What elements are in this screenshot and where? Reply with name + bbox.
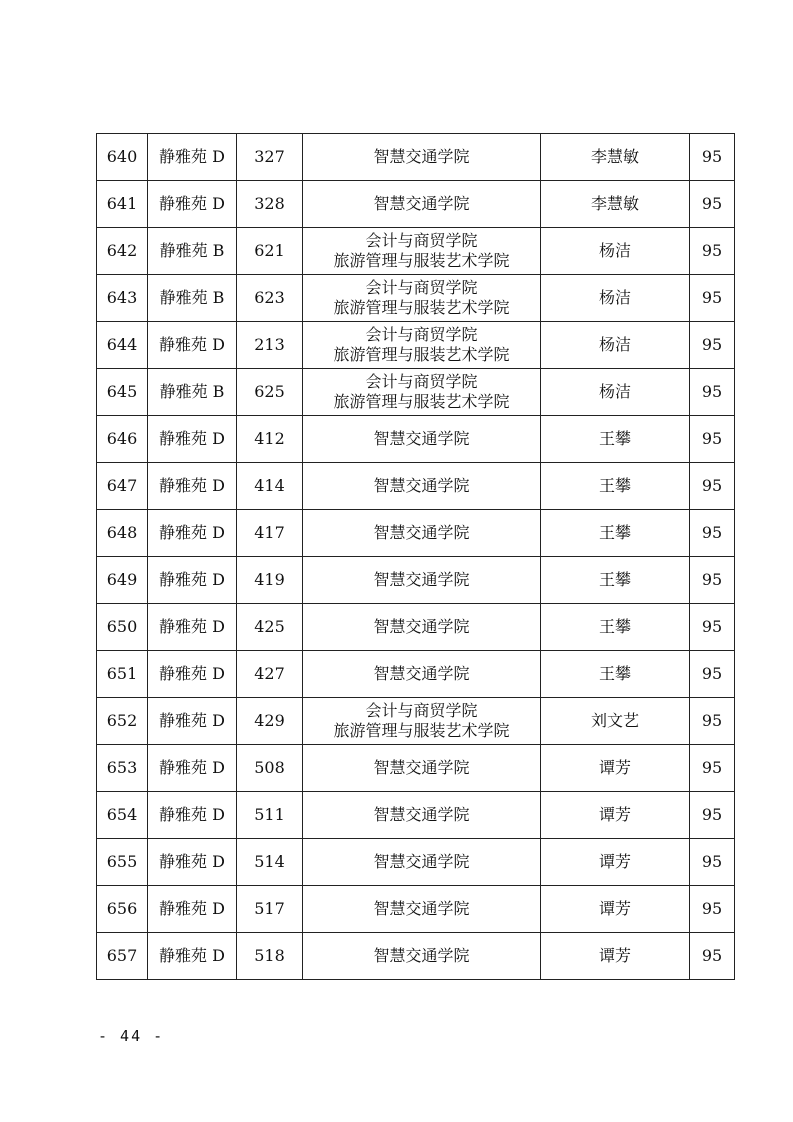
room-cell: 213	[237, 322, 303, 369]
building-cell: 静雅苑 D	[148, 557, 237, 604]
college-line: 会计与商贸学院	[365, 231, 478, 250]
person-cell: 谭芳	[541, 886, 690, 933]
college-line: 智慧交通学院	[373, 758, 470, 777]
college-cell	[303, 369, 541, 416]
row-number-cell: 655	[97, 839, 148, 886]
room-cell: 518	[237, 933, 303, 980]
college-line: 智慧交通学院	[373, 429, 470, 448]
row-number-cell: 654	[97, 792, 148, 839]
score-cell: 95	[690, 275, 735, 322]
score-cell: 95	[690, 839, 735, 886]
college-line: 旅游管理与服装艺术学院	[333, 392, 510, 411]
college-line: 会计与商贸学院	[365, 701, 478, 720]
room-cell: 517	[237, 886, 303, 933]
college-line: 智慧交通学院	[373, 852, 470, 871]
room-cell: 419	[237, 557, 303, 604]
score-cell: 95	[690, 886, 735, 933]
college-line: 智慧交通学院	[373, 617, 470, 636]
college-line: 智慧交通学院	[373, 899, 470, 918]
row-number-cell: 646	[97, 416, 148, 463]
score-cell: 95	[690, 792, 735, 839]
college-line: 旅游管理与服装艺术学院	[333, 721, 510, 740]
score-cell: 95	[690, 322, 735, 369]
table-row	[97, 604, 735, 651]
score-cell: 95	[690, 745, 735, 792]
college-cell	[303, 839, 541, 886]
room-cell: 427	[237, 651, 303, 698]
college-line: 旅游管理与服装艺术学院	[333, 345, 510, 364]
building-cell: 静雅苑 B	[148, 275, 237, 322]
row-number-cell: 653	[97, 745, 148, 792]
person-cell: 谭芳	[541, 745, 690, 792]
room-cell: 328	[237, 181, 303, 228]
college-line: 智慧交通学院	[373, 570, 470, 589]
college-line: 旅游管理与服装艺术学院	[333, 298, 510, 317]
row-number-cell: 647	[97, 463, 148, 510]
table-row	[97, 322, 735, 369]
room-cell: 327	[237, 134, 303, 181]
college-cell	[303, 181, 541, 228]
college-cell	[303, 651, 541, 698]
table-row	[97, 557, 735, 604]
table-row	[97, 886, 735, 933]
building-cell: 静雅苑 D	[148, 698, 237, 745]
college-line: 智慧交通学院	[373, 476, 470, 495]
person-cell: 杨洁	[541, 275, 690, 322]
college-cell	[303, 745, 541, 792]
score-cell: 95	[690, 369, 735, 416]
college-line: 智慧交通学院	[373, 523, 470, 542]
score-cell: 95	[690, 933, 735, 980]
person-cell: 谭芳	[541, 792, 690, 839]
college-line: 智慧交通学院	[373, 194, 470, 213]
college-line: 会计与商贸学院	[365, 278, 478, 297]
building-cell: 静雅苑 B	[148, 228, 237, 275]
building-cell: 静雅苑 D	[148, 745, 237, 792]
table-row	[97, 416, 735, 463]
room-cell: 417	[237, 510, 303, 557]
table-row	[97, 651, 735, 698]
person-cell: 刘文艺	[541, 698, 690, 745]
room-cell: 623	[237, 275, 303, 322]
score-cell: 95	[690, 181, 735, 228]
room-cell: 625	[237, 369, 303, 416]
building-cell: 静雅苑 D	[148, 510, 237, 557]
person-cell: 王攀	[541, 651, 690, 698]
table-row	[97, 228, 735, 275]
page-number: - 44 -	[98, 1027, 165, 1045]
room-cell: 425	[237, 604, 303, 651]
row-number-cell: 650	[97, 604, 148, 651]
building-cell: 静雅苑 D	[148, 134, 237, 181]
score-cell: 95	[690, 557, 735, 604]
person-cell: 王攀	[541, 416, 690, 463]
college-cell	[303, 322, 541, 369]
college-cell	[303, 228, 541, 275]
row-number-cell: 657	[97, 933, 148, 980]
score-cell: 95	[690, 134, 735, 181]
college-line: 智慧交通学院	[373, 805, 470, 824]
table-row	[97, 275, 735, 322]
row-number-cell: 649	[97, 557, 148, 604]
room-cell: 412	[237, 416, 303, 463]
person-cell: 王攀	[541, 510, 690, 557]
row-number-cell: 642	[97, 228, 148, 275]
score-cell: 95	[690, 228, 735, 275]
score-cell: 95	[690, 463, 735, 510]
row-number-cell: 643	[97, 275, 148, 322]
building-cell: 静雅苑 D	[148, 933, 237, 980]
college-line: 会计与商贸学院	[365, 325, 478, 344]
person-cell: 李慧敏	[541, 181, 690, 228]
building-cell: 静雅苑 D	[148, 604, 237, 651]
college-cell	[303, 792, 541, 839]
building-cell: 静雅苑 D	[148, 322, 237, 369]
building-cell: 静雅苑 D	[148, 839, 237, 886]
building-cell: 静雅苑 D	[148, 792, 237, 839]
table-body	[97, 134, 735, 980]
score-cell: 95	[690, 698, 735, 745]
person-cell: 谭芳	[541, 839, 690, 886]
college-cell	[303, 698, 541, 745]
person-cell: 王攀	[541, 463, 690, 510]
building-cell: 静雅苑 B	[148, 369, 237, 416]
college-cell	[303, 933, 541, 980]
college-cell	[303, 463, 541, 510]
table-row	[97, 134, 735, 181]
college-cell	[303, 886, 541, 933]
table-row	[97, 792, 735, 839]
table-row	[97, 463, 735, 510]
college-cell	[303, 604, 541, 651]
college-cell	[303, 510, 541, 557]
row-number-cell: 644	[97, 322, 148, 369]
college-line: 旅游管理与服装艺术学院	[333, 251, 510, 270]
college-line: 智慧交通学院	[373, 664, 470, 683]
building-cell: 静雅苑 D	[148, 463, 237, 510]
score-cell: 95	[690, 416, 735, 463]
college-cell	[303, 416, 541, 463]
table-row	[97, 181, 735, 228]
table-row	[97, 839, 735, 886]
person-cell: 李慧敏	[541, 134, 690, 181]
college-cell	[303, 134, 541, 181]
person-cell: 王攀	[541, 557, 690, 604]
room-cell: 621	[237, 228, 303, 275]
person-cell: 谭芳	[541, 933, 690, 980]
room-cell: 508	[237, 745, 303, 792]
score-cell: 95	[690, 604, 735, 651]
person-cell: 杨洁	[541, 322, 690, 369]
table-row	[97, 369, 735, 416]
building-cell: 静雅苑 D	[148, 416, 237, 463]
row-number-cell: 651	[97, 651, 148, 698]
room-cell: 414	[237, 463, 303, 510]
score-cell: 95	[690, 651, 735, 698]
row-number-cell: 645	[97, 369, 148, 416]
college-line: 智慧交通学院	[373, 946, 470, 965]
row-number-cell: 640	[97, 134, 148, 181]
college-cell	[303, 557, 541, 604]
room-cell: 514	[237, 839, 303, 886]
room-cell: 511	[237, 792, 303, 839]
college-line: 智慧交通学院	[373, 147, 470, 166]
table-row	[97, 745, 735, 792]
college-cell	[303, 275, 541, 322]
table-row	[97, 933, 735, 980]
building-cell: 静雅苑 D	[148, 651, 237, 698]
building-cell: 静雅苑 D	[148, 886, 237, 933]
college-line: 会计与商贸学院	[365, 372, 478, 391]
person-cell: 杨洁	[541, 369, 690, 416]
person-cell: 王攀	[541, 604, 690, 651]
table-row	[97, 510, 735, 557]
row-number-cell: 652	[97, 698, 148, 745]
room-cell: 429	[237, 698, 303, 745]
building-cell: 静雅苑 D	[148, 181, 237, 228]
row-number-cell: 656	[97, 886, 148, 933]
score-cell: 95	[690, 510, 735, 557]
person-cell: 杨洁	[541, 228, 690, 275]
row-number-cell: 648	[97, 510, 148, 557]
row-number-cell: 641	[97, 181, 148, 228]
table-row	[97, 698, 735, 745]
dormitory-score-table	[96, 133, 735, 980]
